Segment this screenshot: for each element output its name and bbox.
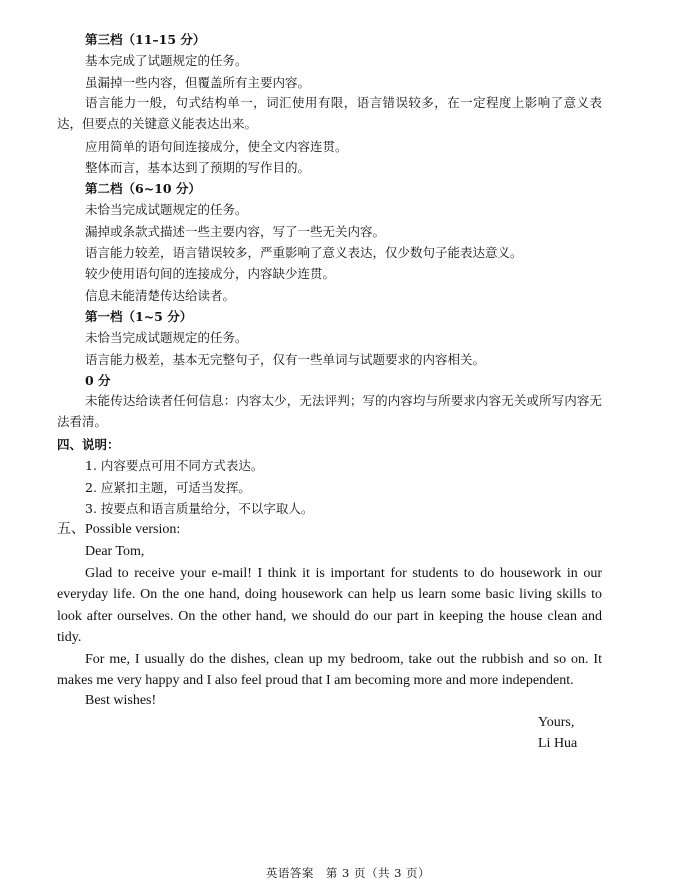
grade2-line-3: 语言能力较差，语言错误较多，严重影响了意义表达，仅少数句子能表达意义。	[85, 245, 523, 260]
grade3-line-3: 语言能力一般，句式结构单一，词汇使用有限，语言错误较多，在一定程度上影响了意义表达，但要点的关键意义能表达出来。	[57, 95, 602, 132]
grade0-text: 未能传达给读者任何信息：内容太少，无法评判；写的内容均与所要求内容无关或所写内容无法看清。	[57, 393, 602, 430]
section4-item-1: 1. 内容要点可用不同方式表达。	[85, 458, 264, 473]
letter-closing: Best wishes!	[85, 693, 157, 708]
grade3-heading: 第三档（11–15 分）	[85, 32, 206, 47]
grade1-heading: 第一档（1~5 分）	[85, 309, 193, 324]
grade1-line-1: 未恰当完成试题规定的任务。	[85, 330, 248, 345]
grade3-line-2: 虽漏掉一些内容，但覆盖所有主要内容。	[85, 75, 311, 90]
letter-signoff: Yours,	[538, 715, 575, 730]
grade3-line-5: 整体而言，基本达到了预期的写作目的。	[85, 160, 311, 175]
grade2-line-1: 未恰当完成试题规定的任务。	[85, 202, 248, 217]
letter-greeting: Dear Tom,	[85, 544, 145, 559]
grade1-line-2: 语言能力极差，基本无完整句子，仅有一些单词与试题要求的内容相关。	[85, 352, 486, 367]
grade2-line-2: 漏掉或条款式描述一些主要内容，写了一些无关内容。	[85, 224, 386, 239]
letter-signature-name: Li Hua	[538, 736, 578, 751]
section4-heading: 四、说明：	[57, 437, 120, 452]
section5-heading: 五、Possible version:	[57, 522, 181, 537]
page-footer: 英语答案 第 3 页（共 3 页）	[265, 866, 431, 880]
grade0-heading: 0 分	[85, 373, 111, 388]
letter-paragraph-2: For me, I usually do the dishes, clean up my bedroom, take out the rubbish and so on. It makes me very happy and I also feel proud that I am becoming more and more independent.	[57, 652, 602, 689]
section4-item-2: 2. 应紧扣主题，可适当发挥。	[85, 480, 251, 495]
section4-item-3: 3. 按要点和语言质量给分，不以字取人。	[85, 501, 314, 516]
grade2-line-5: 信息未能清楚传达给读者。	[85, 288, 236, 303]
grade2-line-4: 较少使用语句间的连接成分，内容缺少连贯。	[85, 266, 336, 281]
letter-paragraph-1: Glad to receive your e-mail! I think it is important for students to do housework in our everyday life. On the one hand, doing housework can help us learn some basic living skills to look after ourselves. On the other hand, we should do our part in keeping the house clean and tidy.	[57, 566, 602, 645]
grade2-heading: 第二档（6~10 分）	[85, 181, 201, 196]
grade3-line-1: 基本完成了试题规定的任务。	[85, 53, 248, 68]
grade3-line-4: 应用简单的语句间连接成分，使全文内容连贯。	[85, 139, 348, 154]
